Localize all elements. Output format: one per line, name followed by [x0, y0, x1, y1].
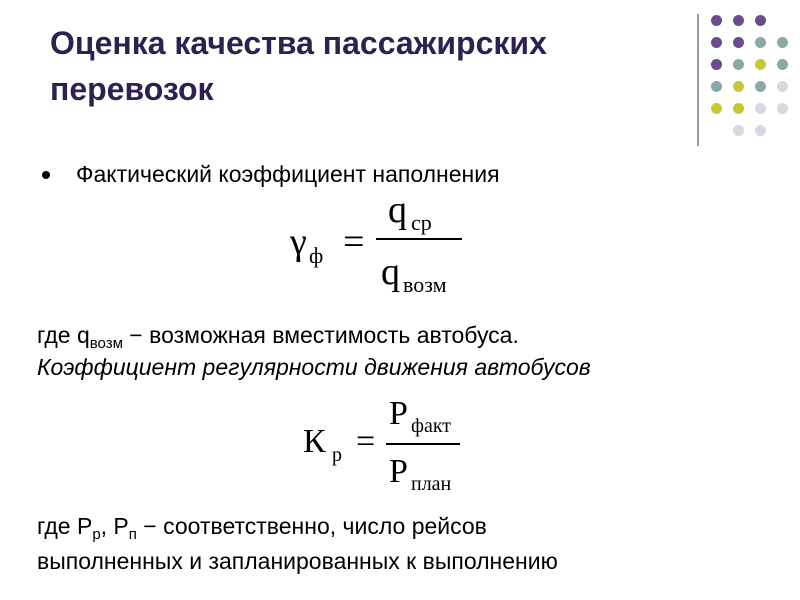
decor-dot	[711, 37, 722, 48]
formula1-numerator-sub: ср	[411, 210, 432, 235]
where2-rest: − соответственно, число рейсов	[136, 513, 487, 539]
formula1-denominator-sub: возм	[403, 272, 447, 297]
slide-title: Оценка качества пассажирских перевозок	[50, 25, 547, 107]
decor-dot	[755, 81, 766, 92]
decor-dot	[733, 15, 744, 26]
formula2-denominator-sub: план	[411, 473, 452, 495]
where2-sub2: п	[128, 526, 137, 543]
formula2-fraction-bar	[386, 443, 460, 445]
formula2-numerator: Р	[389, 395, 408, 432]
decor-dot	[711, 15, 722, 26]
decor-dot	[777, 37, 788, 48]
formula1-fraction-bar	[376, 238, 462, 240]
where1-sub: возм	[89, 335, 123, 352]
formula2-equals: =	[356, 423, 376, 460]
decor-dot	[733, 37, 744, 48]
decor-dot	[733, 81, 744, 92]
where2-sub1: р	[92, 526, 101, 543]
formula1-numerator: q	[388, 189, 407, 231]
formula1-equals: =	[343, 221, 365, 263]
decor-dot	[711, 103, 722, 114]
divider-line	[697, 14, 699, 146]
where1-prefix: где q	[37, 322, 90, 348]
decor-dot	[711, 81, 722, 92]
formula2-symbol: К	[303, 423, 326, 460]
decor-dot	[711, 59, 722, 70]
bullet-text: Фактический коэффициент наполнения	[76, 161, 500, 187]
decor-dot	[733, 103, 744, 114]
decor-dot	[755, 103, 766, 114]
where2-mid: , Р	[100, 513, 129, 539]
where2-prefix: где Р	[37, 513, 93, 539]
decor-dot	[755, 59, 766, 70]
heading-regularity: Коэффициент регулярности движения автобусов	[37, 354, 591, 380]
formula2-symbol-sub: р	[332, 444, 342, 466]
formula1-symbol: γ	[290, 221, 307, 263]
formula2-denominator: Р	[389, 453, 408, 490]
decor-dot	[755, 37, 766, 48]
formula1-denominator: q	[381, 251, 400, 293]
formula1-symbol-sub: ф	[309, 243, 324, 268]
decor-dot	[755, 125, 766, 136]
bullet-icon	[42, 171, 50, 179]
formula2-numerator-sub: факт	[411, 415, 452, 437]
decor-dot	[755, 15, 766, 26]
decor-dot	[777, 103, 788, 114]
decor-dot	[777, 81, 788, 92]
decor-dot	[733, 59, 744, 70]
where-line-3: выполненных и запланированных к выполнению	[37, 548, 558, 574]
decor-dot	[733, 125, 744, 136]
decor-dot	[777, 59, 788, 70]
where1-rest: − возможная вместимость автобуса.	[122, 322, 519, 348]
